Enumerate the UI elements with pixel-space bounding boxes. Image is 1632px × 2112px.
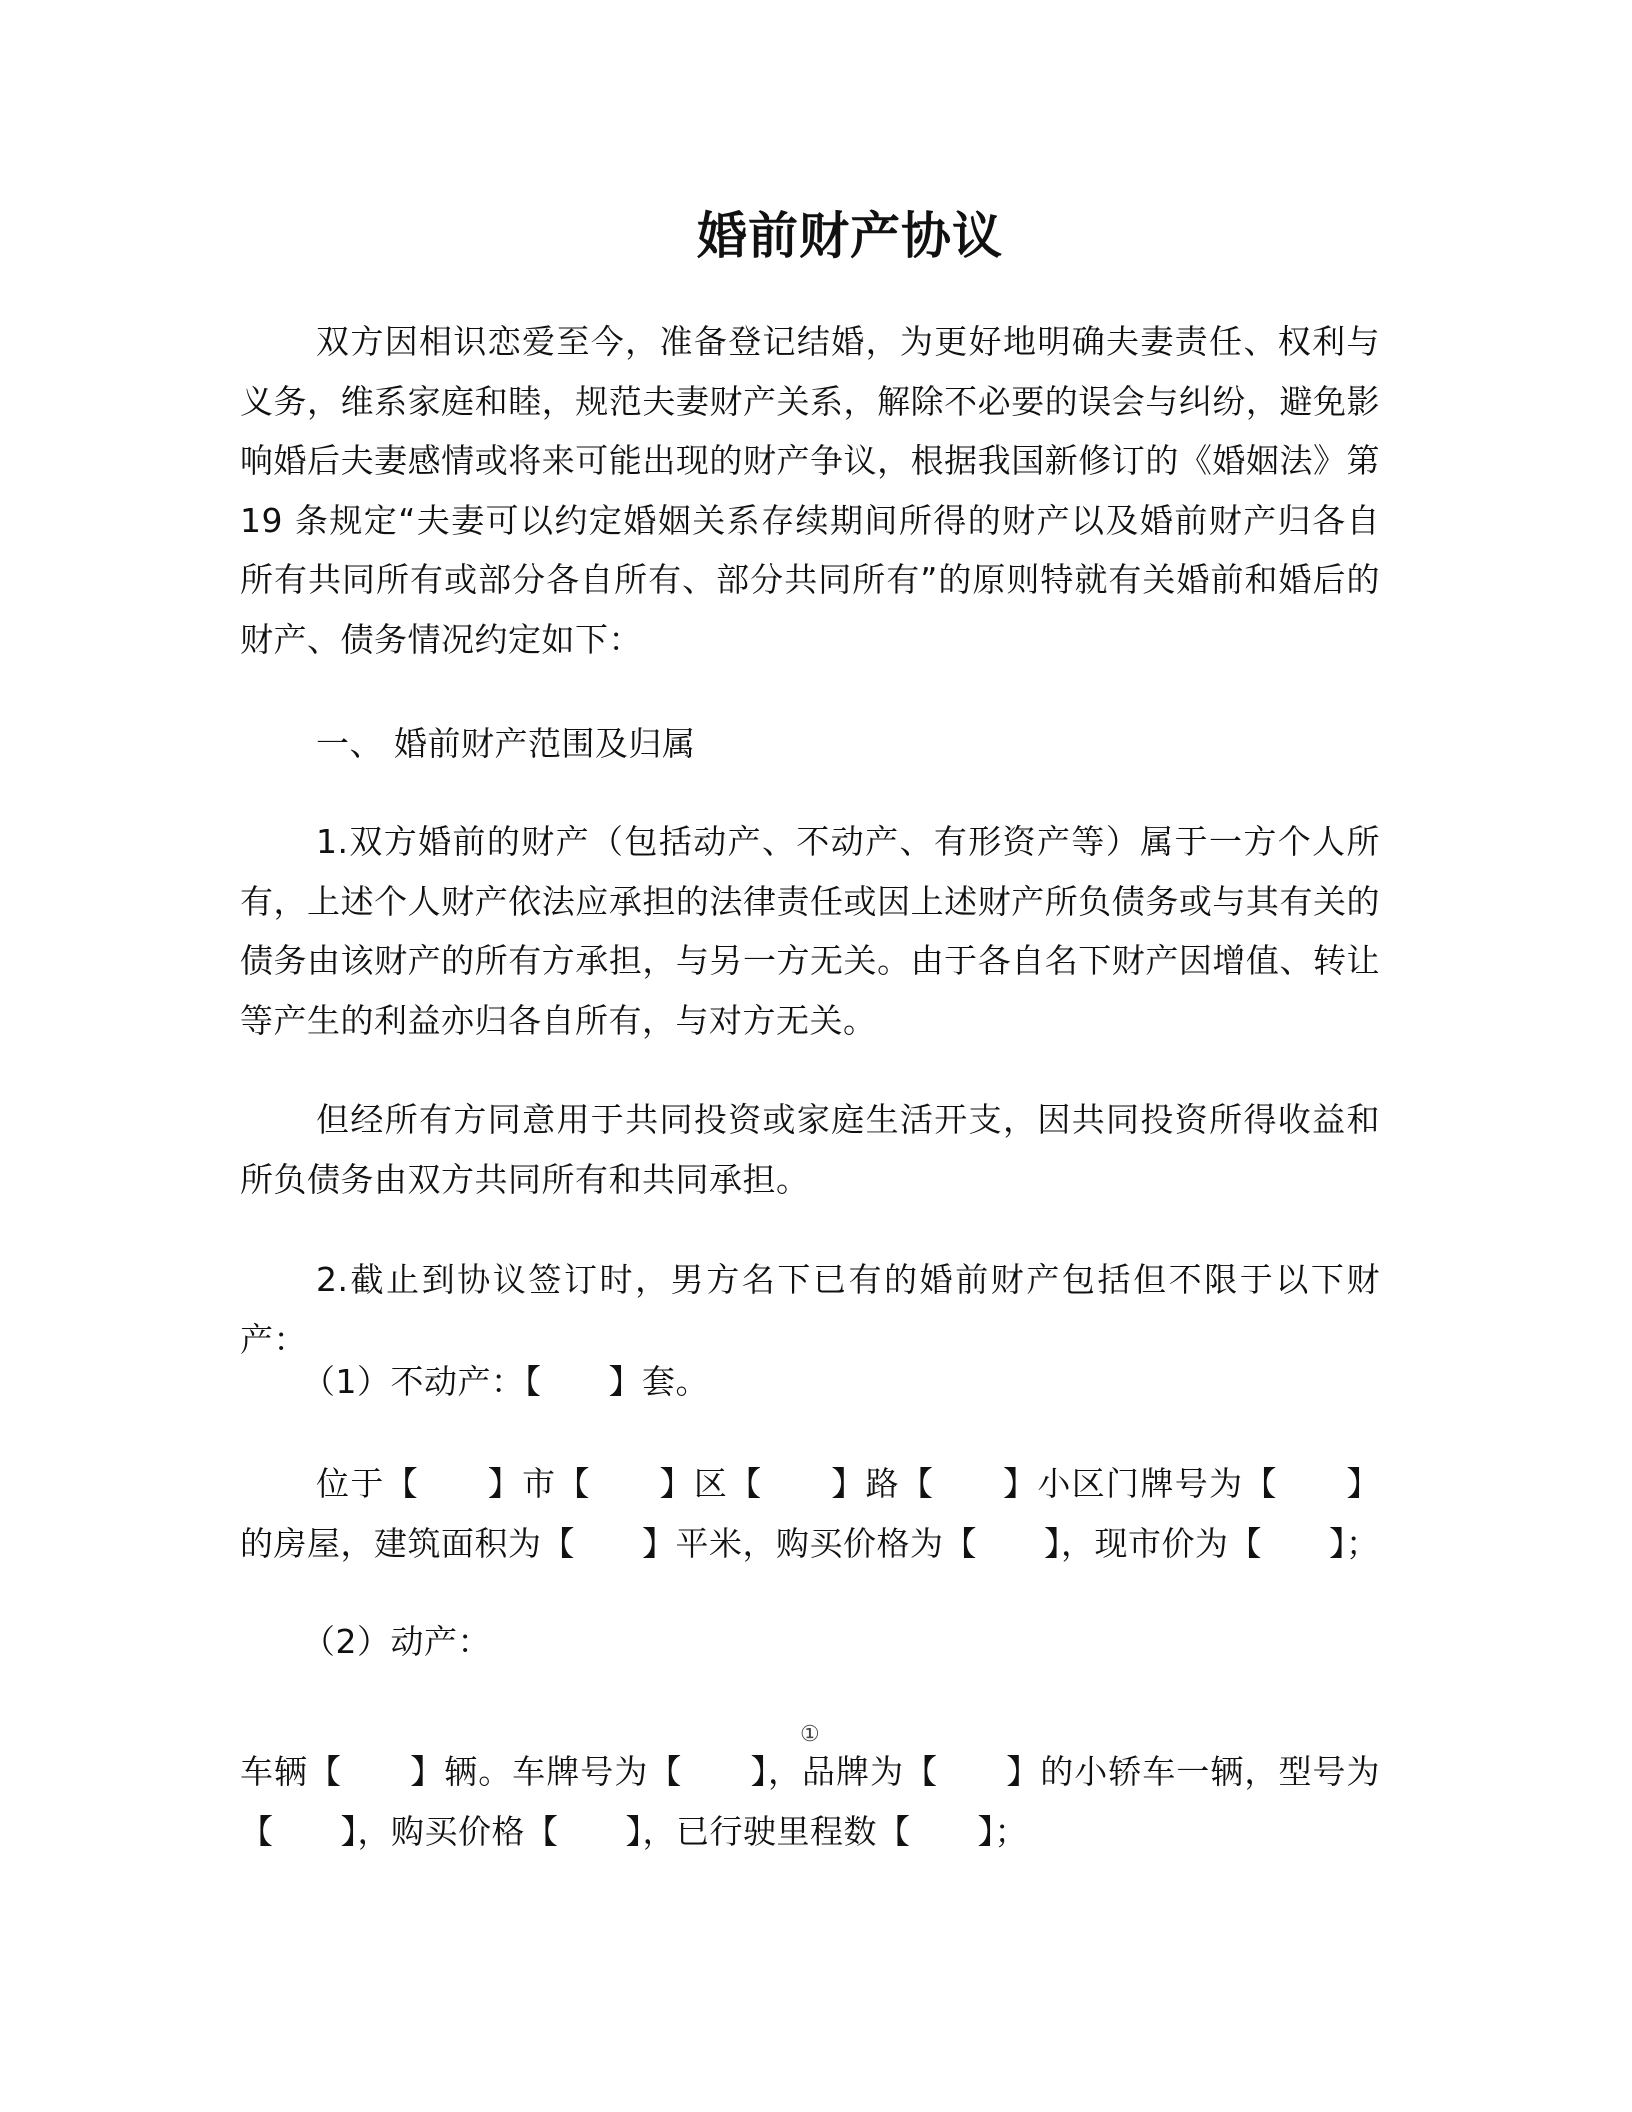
vehicle-paragraph: 车辆【 】辆。车牌号为【 】，品牌为【 】的小轿车一辆，型号为【 】，购买价格【 】，已行驶里程数【 】；: [240, 1752, 1380, 1851]
clause-1-exception-paragraph: 但经所有方同意用于共同投资或家庭生活开支，因共同投资所得收益和所负债务由双方共同所有和共同承担。: [240, 1100, 1380, 1199]
section-heading-premarital-property: 一、 婚前财产范围及归属: [316, 724, 696, 763]
item-real-estate: （1）不动产：【 】套。: [302, 1362, 709, 1401]
real-estate-detail-paragraph: 位于【 】市【 】区【 】路【 】小区门牌号为【 】的房屋，建筑面积为【 】平米，购买价格为【 】，现市价为【 】；: [240, 1464, 1380, 1563]
document-title: 婚前财产协议: [697, 207, 1003, 265]
intro-paragraph: 双方因相识恋爱至今，准备登记结婚，为更好地明确夫妻责任、权利与义务，维系家庭和睦，规范夫妻财产关系，解除不必要的误会与纠纷，避免影响婚后夫妻感情或将来可能出现的财产争议，根据我国新修订的《婚姻法》第 19 条规定“夫妻可以约定婚姻关系存续期间所得的财产以及婚前财产归各自所有共同所有或部分各自所有、部分共同所有”的原则特就有关婚前和婚后的财产、债务情况约定如下：: [240, 322, 1380, 659]
clause-1-paragraph: 1.双方婚前的财产（包括动产、不动产、有形资产等）属于一方个人所有，上述个人财产依法应承担的法律责任或因上述财产所负债务或与其有关的债务由该财产的所有方承担，与另一方无关。由于各自名下财产因增值、转让等产生的利益亦归各自所有，与对方无关。: [240, 822, 1380, 1040]
clause-2-paragraph: 2.截止到协议签订时，男方名下已有的婚前财产包括但不限于以下财产：: [240, 1260, 1380, 1359]
footnote-marker: ①: [800, 1722, 820, 1747]
item-movable-property: （2）动产：: [302, 1622, 491, 1661]
